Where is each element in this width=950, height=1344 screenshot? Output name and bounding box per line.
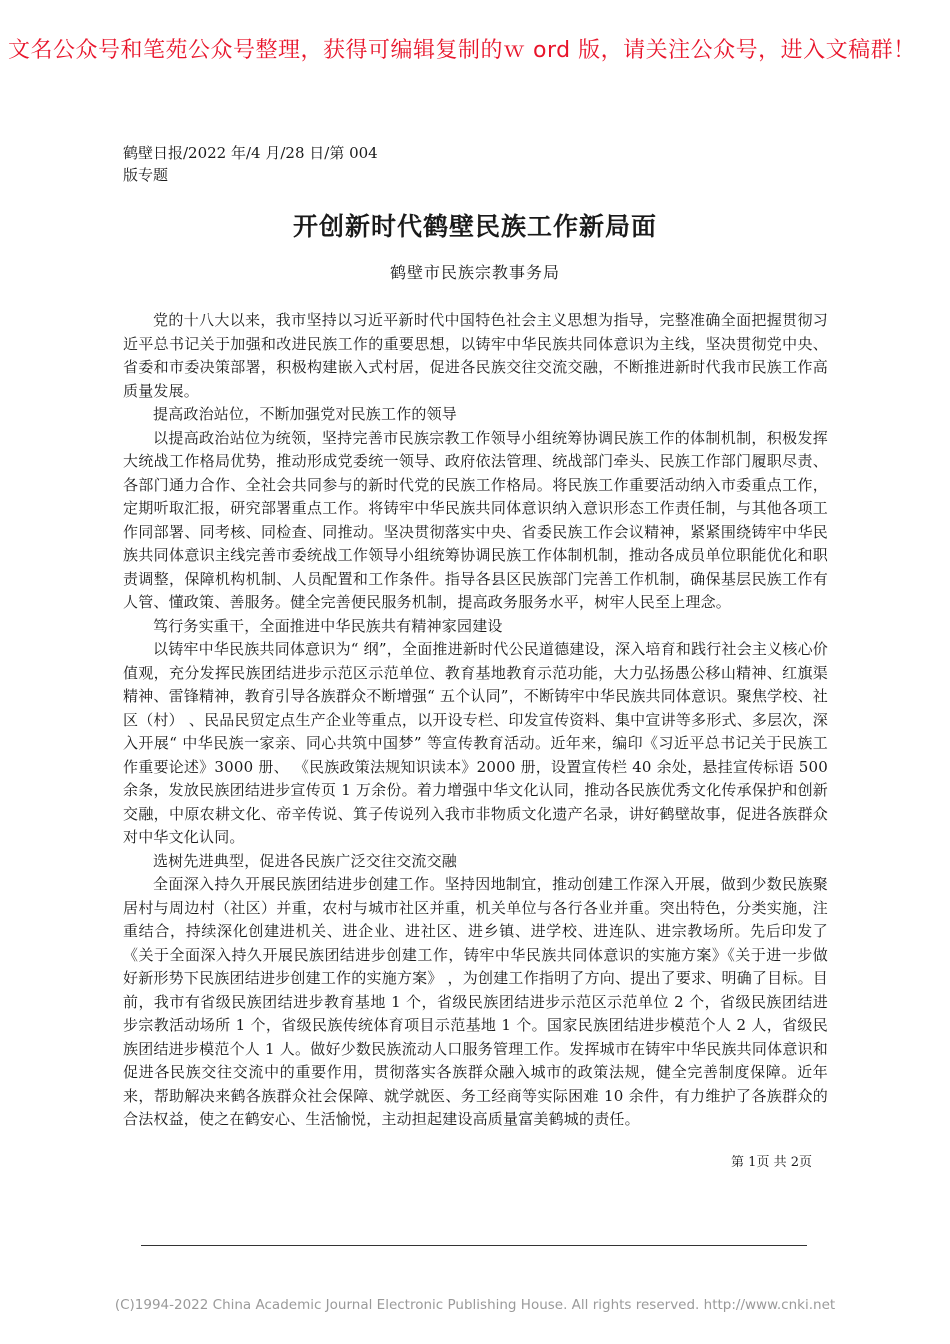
article-body (123, 309, 828, 1132)
publication-source: 鹤壁日报/2022 年/4 月/28 日/第 004 版专题 (123, 144, 378, 184)
article-author: 鹤壁市民族宗教事务局 (389, 263, 560, 282)
paragraph: 全面深入持久开展民族团结进步创建工作。坚持因地制宜，推动创建工作深入开展，做到少数民族聚居村与周边村（社区）并重，农村与城市社区并重，机关单位与各行各业并重。突出特色，分类实施，注重结合，持续深化创建进机关、进企业、进社区、进乡镇、进学校、进连队、进宗教场所。先后印发了《关于全面深入持久开展民族团结进步创建工作，铸牢中华民族共同体意识的实施方案》《关于进一步做好新形势下民族团结进步创建工作的实施方案》 ，为创建工作指明了方向、提出了要求、明确了目标。目前，我市有省级民族团结进步教育基地 1 个，省级民族团结进步示范区示范单位 2 个，省级民族团结进步宗教活动场所 1 个，省级民族传统体育项目示范基地 1 个。国家民族团结进步模范个人 2 人，省级民族团结进步模范个人 1 人。做好少数民族流动人口服务管理工作。发挥城市在铸牢中华民族共同体意识和促进各民族交往交流中的重要作用，贯彻落实各族群众融入城市的政策法规，健全完善制度保障。近年来，帮助解决来鹤各族群众社会保障、就学就医、务工经商等实际困难 10 余件，有力维护了各族群众的合法权益，使之在鹤安心、生活愉悦，主动担起建设高质量富美鹤城的责任。 (123, 875, 828, 1128)
article-title: 开创新时代鹤壁民族工作新局面 (292, 212, 657, 241)
promo-banner: 文名公众号和笔苑公众号整理，获得可编辑复制的ｗ ord 版，请关注公众号，进入文稿群！ (8, 38, 916, 63)
paragraph: 以提高政治站位为统领，坚持完善市民族宗教工作领导小组统筹协调民族工作的体制机制，积极发挥大统战工作格局优势，推动形成党委统一领导、政府依法管理、统战部门牵头、民族工作部门履职尽责、各部门通力合作、全社会共同参与的新时代党的民族工作格局。将民族工作重要活动纳入市委重点工作，定期听取汇报，研究部署重点工作。将铸牢中华民族共同体意识纳入意识形态工作责任制，与其他各项工作同部署、同考核、同检查、同推动。坚决贯彻落实中央、省委民族工作会议精神，紧紧围绕铸牢中华民族共同体意识主线完善市委统战工作领导小组统筹协调民族工作体制机制，推动各成员单位职能优化和职责调整，保障机构机制、人员配置和工作条件。指导各县区民族部门完善工作机制，确保基层民族工作有人管、懂政策、善服务。健全完善便民服务机制，提高政务服务水平，树牢人民至上理念。 (123, 428, 828, 611)
paragraph-intro: 党的十八大以来，我市坚持以习近平新时代中国特色社会主义思想为指导，完整准确全面把握贯彻习近平总书记关于加强和改进民族工作的重要思想，以铸牢中华民族共同体意识为主线，坚决贯彻党中央、省委和市委决策部署，积极构建嵌入式村居，促进各民族交往交流交融，不断推进新时代我市民族工作高质量发展。 (123, 311, 828, 400)
copyright-watermark: (C)1994-2022 China Academic Journal Electronic Publishing House. All rights reserved. http://www.cnki.net (114, 1297, 836, 1313)
footer-divider (141, 1245, 807, 1246)
section-heading: 笃行务实重干，全面推进中华民族共有精神家园建设 (153, 616, 503, 635)
page-number: 第 1页 共 2页 (731, 1155, 812, 1170)
section-heading: 提高政治站位，不断加强党对民族工作的领导 (153, 405, 458, 423)
paragraph: 以铸牢中华民族共同体意识为“ 纲”，全面推进新时代公民道德建设，深入培育和践行社会主义核心价值观，充分发挥民族团结进步示范区示范单位、教育基地教育示范功能，大力弘扬愚公移山精神、红旗渠精神、雷锋精神，教育引导各族群众不断增强“ 五个认同”，不断铸牢中华民族共同体意识。聚焦学校、社区（村） 、民品民贸定点生产企业等重点，以开设专栏、印发宣传资料、集中宣讲等多形式、多层次，深入开展“ 中华民族一家亲、同心共筑中国梦” 等宣传教育活动。近年来，编印《习近平总书记关于民族工作重要论述》3000 册、 《民族政策法规知识读本》2000 册，设置宣传栏 40 余处，悬挂宣传标语 500 余条，发放民族团结进步宣传页 1 万余份。着力增强中华文化认同，推动各民族优秀文化传承保护和创新交融，中原农耕文化、帝辛传说、箕子传说列入我市非物质文化遗产名录，讲好鹤壁故事，促进各族群众对中华文化认同。 (123, 640, 828, 846)
section-heading: 选树先进典型，促进各民族广泛交往交流交融 (153, 851, 458, 870)
